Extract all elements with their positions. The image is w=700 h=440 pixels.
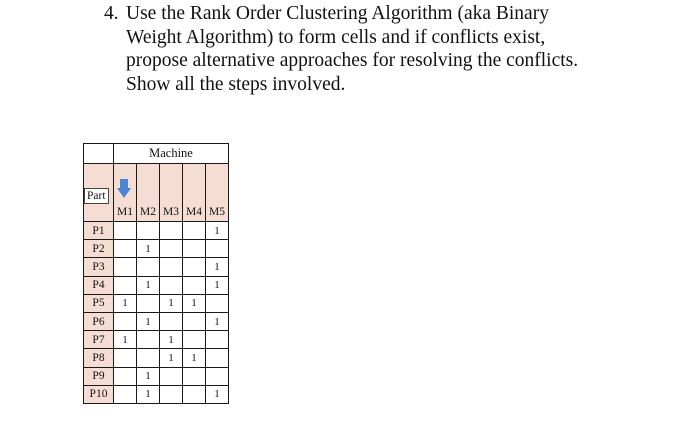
table-row	[84, 258, 229, 276]
machine-label: M1	[117, 205, 133, 218]
part-id-cell: P2	[84, 240, 114, 258]
part-id-cell: P9	[84, 367, 114, 385]
matrix-cell: 1	[206, 258, 229, 276]
table-row	[84, 276, 229, 294]
matrix-cell: 1	[114, 331, 137, 349]
machine-header-m3	[160, 164, 183, 222]
machine-header-m2	[137, 164, 160, 222]
table-row	[84, 367, 229, 385]
matrix-cell	[183, 312, 206, 330]
matrix-cell	[114, 367, 137, 385]
machine-label: M3	[163, 205, 179, 218]
question-number: 4.	[104, 3, 119, 24]
machine-label: M4	[186, 205, 202, 218]
matrix-cell: 1	[206, 276, 229, 294]
matrix-cell	[206, 349, 229, 367]
part-id-cell: P8	[84, 349, 114, 367]
matrix-cell: 1	[160, 294, 183, 312]
matrix-cell	[183, 385, 206, 403]
part-id-cell: P4	[84, 276, 114, 294]
matrix-cell	[114, 276, 137, 294]
matrix-cell	[160, 258, 183, 276]
table-row	[84, 240, 229, 258]
machine-header-m5	[206, 164, 229, 222]
matrix-cell	[114, 349, 137, 367]
matrix-cell: 1	[137, 240, 160, 258]
part-id-cell: P10	[84, 385, 114, 403]
matrix-cell	[160, 222, 183, 240]
question-line-1: Use the Rank Order Clustering Algorithm (aka Binary	[126, 3, 549, 24]
matrix-cell: 1	[160, 331, 183, 349]
matrix-cell	[137, 222, 160, 240]
table-row	[84, 294, 229, 312]
matrix-cell: 1	[206, 385, 229, 403]
part-machine-matrix	[83, 143, 229, 404]
part-id-cell: P6	[84, 312, 114, 330]
matrix-cell	[137, 349, 160, 367]
machine-label: M2	[140, 205, 156, 218]
part-id-cell: P1	[84, 222, 114, 240]
matrix-cell	[114, 312, 137, 330]
part-id-cell: P3	[84, 258, 114, 276]
matrix-cell	[160, 312, 183, 330]
matrix-cell: 1	[137, 367, 160, 385]
matrix-cell: 1	[160, 349, 183, 367]
table-row	[84, 349, 229, 367]
table-row	[84, 385, 229, 403]
matrix-cell	[114, 240, 137, 258]
matrix-cell: 1	[206, 312, 229, 330]
question-body	[126, 2, 664, 96]
matrix-cell	[206, 240, 229, 258]
table-row	[84, 331, 229, 349]
matrix-cell: 1	[206, 222, 229, 240]
corner-cell	[84, 144, 114, 164]
machine-title: Machine	[114, 144, 229, 164]
part-label: Part	[84, 188, 109, 204]
matrix-cell	[137, 258, 160, 276]
matrix-cell	[160, 276, 183, 294]
part-header-cell	[84, 164, 114, 222]
question-text	[104, 2, 664, 96]
matrix-cell	[114, 258, 137, 276]
machine-label: M5	[209, 205, 225, 218]
matrix-cell	[160, 240, 183, 258]
matrix-cell	[183, 222, 206, 240]
matrix-cell	[114, 385, 137, 403]
matrix-cell: 1	[137, 276, 160, 294]
question-line-3: propose alternative approaches for resolving the conflicts.	[126, 50, 579, 71]
table-row	[84, 222, 229, 240]
question-line-2: Weight Algorithm) to form cells and if conflicts exist,	[126, 26, 546, 48]
matrix-cell	[183, 367, 206, 385]
matrix-cell	[206, 294, 229, 312]
matrix-cell	[160, 385, 183, 403]
matrix-cell	[183, 276, 206, 294]
matrix-cell	[206, 367, 229, 385]
matrix-cell	[183, 258, 206, 276]
matrix-cell	[160, 367, 183, 385]
matrix-cell: 1	[137, 312, 160, 330]
part-id-cell: P7	[84, 331, 114, 349]
part-id-cell: P5	[84, 294, 114, 312]
matrix-cell	[206, 331, 229, 349]
matrix-cell	[137, 331, 160, 349]
matrix-cell	[137, 294, 160, 312]
matrix-cell: 1	[183, 294, 206, 312]
machine-header-m4	[183, 164, 206, 222]
matrix-cell	[183, 331, 206, 349]
matrix-cell	[183, 240, 206, 258]
down-arrow-icon	[117, 179, 131, 199]
matrix-cell: 1	[114, 294, 137, 312]
table-row	[84, 312, 229, 330]
question-line-4: Show all the steps involved.	[126, 73, 346, 95]
matrix-cell: 1	[183, 349, 206, 367]
matrix-cell	[114, 222, 137, 240]
matrix-cell: 1	[137, 385, 160, 403]
